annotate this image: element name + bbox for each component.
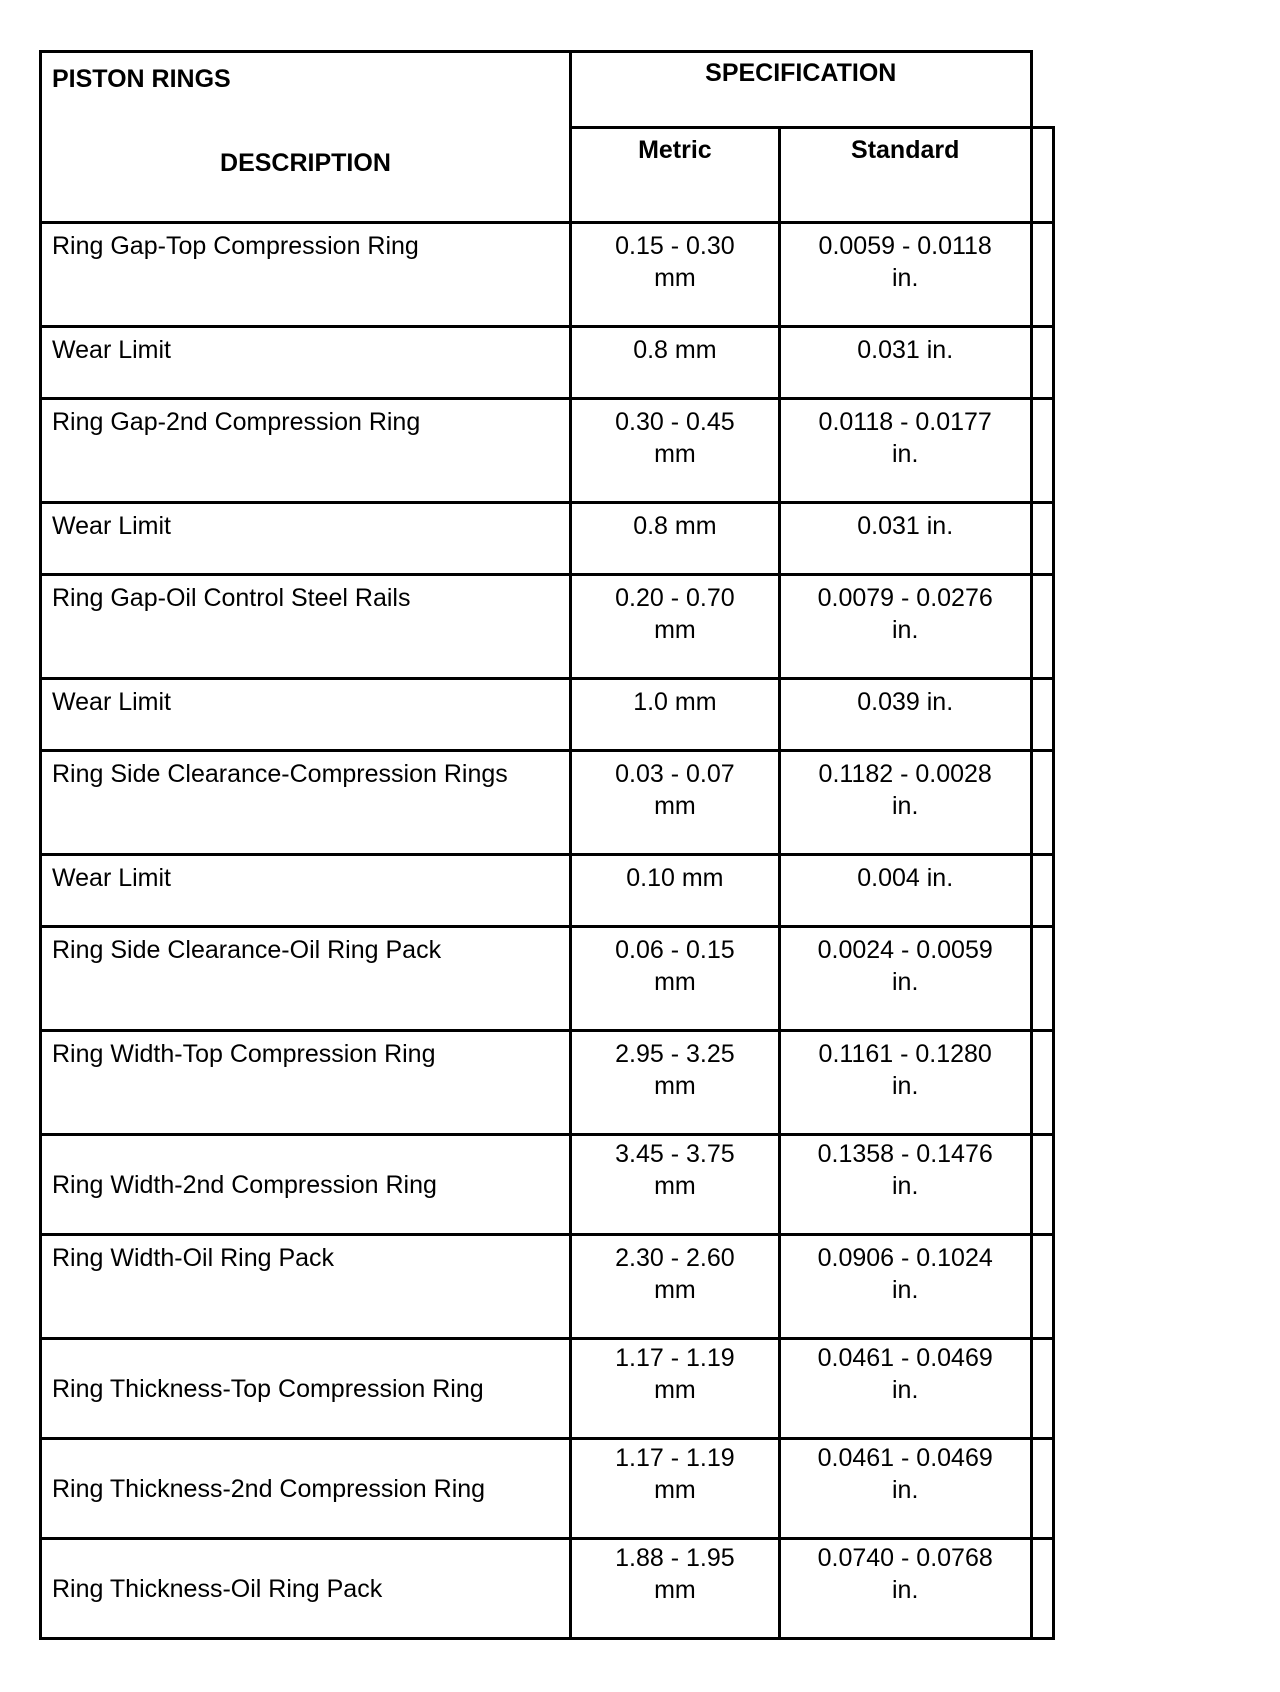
standard-value-line: in.: [892, 1172, 919, 1200]
standard-value-line: 0.031 in.: [857, 336, 954, 364]
row-gap-cell: [1031, 855, 1053, 927]
row-standard-value: [779, 1135, 1031, 1235]
row-metric-value: [570, 503, 779, 575]
row-standard-value: [779, 1235, 1031, 1339]
metric-value-line: mm: [654, 1376, 696, 1404]
table-row: [41, 1135, 1054, 1235]
row-metric-value: [570, 1439, 779, 1539]
row-standard-value: [779, 575, 1031, 679]
table-row: [41, 679, 1054, 751]
table-row: [41, 1235, 1054, 1339]
standard-value-line: 0.0079 - 0.0276: [817, 584, 993, 612]
table-row: [41, 327, 1054, 399]
metric-value-line: mm: [654, 616, 696, 644]
metric-value-line: 1.88 - 1.95: [615, 1544, 735, 1572]
row-description: Ring Side Clearance-Oil Ring Pack: [41, 927, 571, 1031]
standard-value-line: 0.1358 - 0.1476: [817, 1140, 993, 1168]
row-gap-cell: [1031, 1439, 1053, 1539]
metric-value-line: 2.95 - 3.25: [615, 1040, 735, 1068]
row-description: Wear Limit: [41, 503, 571, 575]
standard-value-line: 0.0461 - 0.0469: [817, 1444, 993, 1472]
row-description: Ring Thickness-Oil Ring Pack: [41, 1539, 571, 1639]
header-row-2: [41, 127, 1054, 223]
metric-value-line: mm: [654, 968, 696, 996]
row-gap-cell: [1031, 1031, 1053, 1135]
metric-value-line: mm: [654, 1476, 696, 1504]
row-description: Wear Limit: [41, 327, 571, 399]
row-description: Wear Limit: [41, 855, 571, 927]
standard-value-line: in.: [892, 440, 919, 468]
row-standard-value: [779, 751, 1031, 855]
row-description: Ring Width-Top Compression Ring: [41, 1031, 571, 1135]
row-standard-value: [779, 503, 1031, 575]
table-row: [41, 927, 1054, 1031]
standard-value-line: 0.0059 - 0.0118: [818, 232, 992, 260]
table-row: [41, 399, 1054, 503]
metric-value-line: mm: [654, 1172, 696, 1200]
row-gap-cell: [1031, 1339, 1053, 1439]
row-gap-cell: [1031, 679, 1053, 751]
piston-rings-table: [39, 50, 1055, 1640]
row-standard-value: [779, 399, 1031, 503]
row-metric-value: [570, 751, 779, 855]
table-row: [41, 503, 1054, 575]
metric-value-line: 1.0 mm: [633, 688, 717, 716]
row-gap-cell: [1031, 575, 1053, 679]
standard-value-line: 0.1161 - 0.1280: [818, 1040, 992, 1068]
row-standard-value: [779, 1031, 1031, 1135]
metric-value-line: 1.17 - 1.19: [615, 1344, 735, 1372]
row-metric-value: [570, 1539, 779, 1639]
standard-value-line: in.: [892, 1476, 919, 1504]
table-row: [41, 1539, 1054, 1639]
standard-value-line: 0.0118 - 0.0177: [818, 408, 992, 436]
metric-value-line: 3.45 - 3.75: [615, 1140, 735, 1168]
metric-value-line: mm: [654, 792, 696, 820]
row-description: Ring Gap-Oil Control Steel Rails: [41, 575, 571, 679]
row-metric-value: [570, 1339, 779, 1439]
standard-value-line: in.: [892, 616, 919, 644]
standard-value-line: 0.0024 - 0.0059: [817, 936, 993, 964]
header-row-1: [41, 52, 1054, 128]
row-description: Ring Width-Oil Ring Pack: [41, 1235, 571, 1339]
row-metric-value: [570, 575, 779, 679]
standard-value-line: in.: [892, 264, 919, 292]
spec-sheet: [39, 50, 1055, 1640]
row-gap-cell: [1031, 1235, 1053, 1339]
standard-value-line: 0.0461 - 0.0469: [817, 1344, 993, 1372]
row-description: Ring Thickness-2nd Compression Ring: [41, 1439, 571, 1539]
row-description: Wear Limit: [41, 679, 571, 751]
row-metric-value: [570, 327, 779, 399]
standard-value-line: in.: [892, 1072, 919, 1100]
standard-value-line: 0.0740 - 0.0768: [817, 1544, 993, 1572]
row-metric-value: [570, 927, 779, 1031]
row-description: Ring Gap-Top Compression Ring: [41, 223, 571, 327]
table-title: PISTON RINGS: [41, 52, 571, 128]
row-description: Ring Width-2nd Compression Ring: [41, 1135, 571, 1235]
metric-value-line: mm: [654, 440, 696, 468]
row-metric-value: [570, 855, 779, 927]
header-gap-cell: [1031, 127, 1053, 223]
metric-value-line: mm: [654, 1072, 696, 1100]
table-row: [41, 1439, 1054, 1539]
table-row: [41, 1031, 1054, 1135]
row-gap-cell: [1031, 1135, 1053, 1235]
metric-value-line: 0.8 mm: [633, 336, 717, 364]
row-standard-value: [779, 679, 1031, 751]
table-row: [41, 1339, 1054, 1439]
row-standard-value: [779, 327, 1031, 399]
row-standard-value: [779, 1339, 1031, 1439]
row-standard-value: [779, 1439, 1031, 1539]
row-standard-value: [779, 927, 1031, 1031]
row-metric-value: [570, 399, 779, 503]
row-standard-value: [779, 1539, 1031, 1639]
metric-value-line: mm: [654, 264, 696, 292]
row-standard-value: [779, 855, 1031, 927]
spec-rows: [41, 223, 1054, 1639]
metric-value-line: 0.03 - 0.07: [615, 760, 735, 788]
table-row: [41, 751, 1054, 855]
row-gap-cell: [1031, 327, 1053, 399]
metric-value-line: 0.8 mm: [633, 512, 717, 540]
standard-value-line: in.: [892, 792, 919, 820]
description-header: DESCRIPTION: [41, 127, 571, 223]
row-gap-cell: [1031, 751, 1053, 855]
row-gap-cell: [1031, 503, 1053, 575]
specification-header: SPECIFICATION: [570, 52, 1031, 128]
standard-value-line: 0.004 in.: [857, 864, 954, 892]
row-metric-value: [570, 1031, 779, 1135]
metric-value-line: mm: [654, 1276, 696, 1304]
standard-value-line: 0.031 in.: [857, 512, 954, 540]
standard-value-line: in.: [892, 968, 919, 996]
metric-value-line: mm: [654, 1576, 696, 1604]
row-metric-value: [570, 1135, 779, 1235]
row-metric-value: [570, 223, 779, 327]
metric-value-line: 1.17 - 1.19: [615, 1444, 735, 1472]
metric-value-line: 2.30 - 2.60: [615, 1244, 735, 1272]
row-gap-cell: [1031, 1539, 1053, 1639]
table-row: [41, 575, 1054, 679]
table-row: [41, 855, 1054, 927]
standard-value-line: in.: [892, 1276, 919, 1304]
header-spacer: [1031, 52, 1053, 128]
row-gap-cell: [1031, 927, 1053, 1031]
row-metric-value: [570, 679, 779, 751]
row-description: Ring Gap-2nd Compression Ring: [41, 399, 571, 503]
standard-value-line: in.: [892, 1576, 919, 1604]
metric-value-line: 0.20 - 0.70: [615, 584, 735, 612]
row-description: Ring Thickness-Top Compression Ring: [41, 1339, 571, 1439]
standard-value-line: in.: [892, 1376, 919, 1404]
table-row: [41, 223, 1054, 327]
row-gap-cell: [1031, 223, 1053, 327]
row-metric-value: [570, 1235, 779, 1339]
metric-value-line: 0.15 - 0.30: [615, 232, 735, 260]
row-standard-value: [779, 223, 1031, 327]
metric-value-line: 0.30 - 0.45: [615, 408, 735, 436]
standard-value-line: 0.039 in.: [857, 688, 954, 716]
standard-value-line: 0.0906 - 0.1024: [817, 1244, 993, 1272]
standard-header: Standard: [779, 127, 1031, 223]
row-gap-cell: [1031, 399, 1053, 503]
metric-header: Metric: [570, 127, 779, 223]
row-description: Ring Side Clearance-Compression Rings: [41, 751, 571, 855]
metric-value-line: 0.10 mm: [626, 864, 724, 892]
standard-value-line: 0.1182 - 0.0028: [818, 760, 992, 788]
metric-value-line: 0.06 - 0.15: [615, 936, 735, 964]
